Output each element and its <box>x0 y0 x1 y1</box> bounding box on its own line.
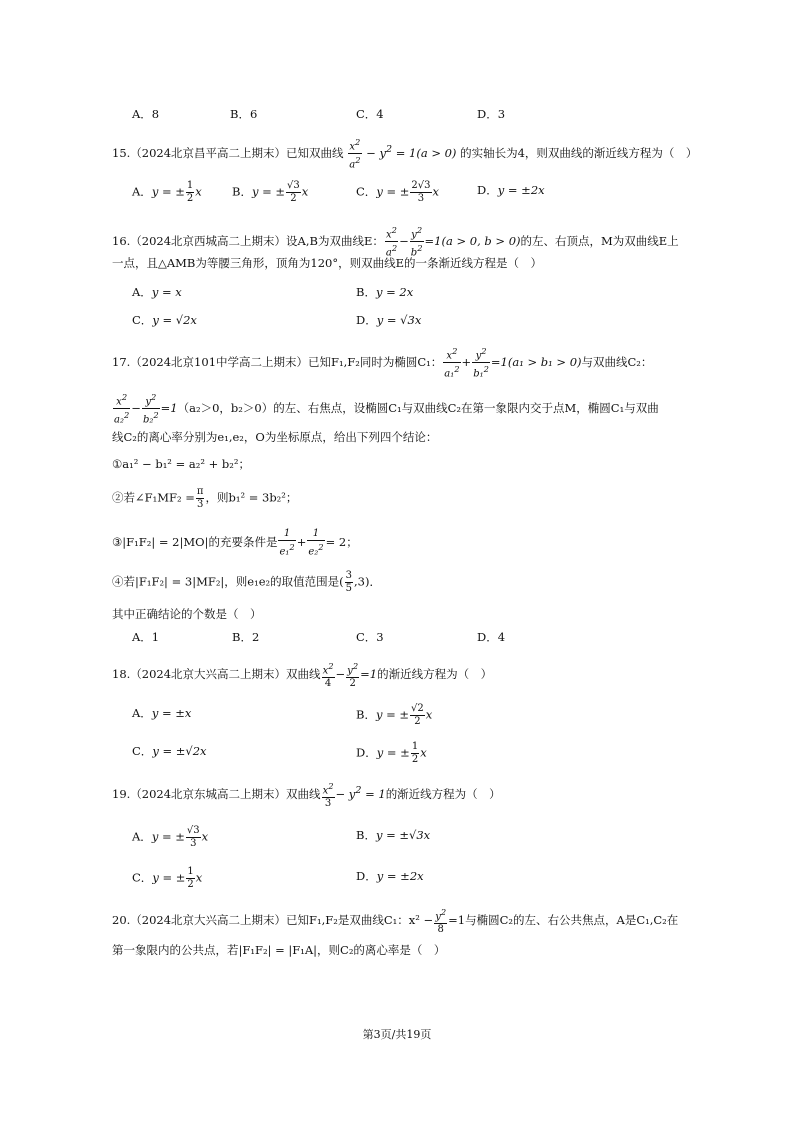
q16-option-d: D．y = √3x <box>356 313 422 327</box>
q18-option-d: D．y = ± $\frac{1}{2}$ x <box>356 741 427 765</box>
q20-stem-line2: 第一象限内的公共点，若|F₁F₂| = |F₁A|，则C₂的离心率是（ ） <box>112 943 446 957</box>
q17-option-d: D．4 <box>477 630 506 644</box>
q17-stem-line1: 17.（2024北京101中学高二上期末）已知F₁,F₂同时为椭圆C₁： $\frac{x^2}{a_1^2}$ + $\frac{y^2}{b_1^2}$ =1(a₁ > b₁ > 0)与双曲线C₂： <box>112 346 653 380</box>
q14-option-d: D．3 <box>477 107 506 121</box>
q19-option-c: C．y = ± $\frac{1}{2}$ x <box>132 866 203 890</box>
q17-option-a: A．1 <box>132 630 160 644</box>
q15-stem: 15.（2024北京昌平高二上期末）已知双曲线 $\frac{x^2}{a^2}$ − $y^2 = 1(a > 0)$ 的实轴长为4，则双曲线的渐近线方程为（ ） <box>112 137 698 171</box>
q16-option-b: B．y = 2x <box>356 285 414 299</box>
q19-stem: 19.（2024北京东城高二上期末）双曲线 $\frac{x^2}{3}$ − $y^2 = 1$的渐近线方程为（ ） <box>112 781 501 810</box>
q18-stem: 18.（2024北京大兴高二上期末）双曲线 $\frac{x^2}{4}$ − $\frac{y^2}{2}$ =1的渐近线方程为（ ） <box>112 661 493 690</box>
q17-question: 其中正确结论的个数是（ ） <box>112 607 262 621</box>
q18-option-c: C．y = ±√2x <box>132 744 207 758</box>
q20-stem-line1: 20.（2024北京大兴高二上期末）已知F₁,F₂是双曲线C₁：x² − $\frac{y^2}{8}$ =1与椭圆C₂的左、右公共焦点，A是C₁,C₂在 <box>112 907 679 936</box>
q17-conclusion-2: ②若∠F₁MF₂ = $\frac{\pi}{3}$ ，则b₁² = 3b₂²； <box>112 486 298 510</box>
q17-conclusion-3: ③|F₁F₂| = 2|MO|的充要条件是 $\frac{1}{e_1^2}$ + $\frac{1}{e_2^2}$ = 2； <box>112 528 358 558</box>
q17-stem-line3: 线C₂的离心率分别为e₁,e₂，O为坐标原点，给出下列四个结论： <box>112 430 438 444</box>
q14-option-c: C．4 <box>356 107 384 121</box>
q19-option-b: B．y = ±√3x <box>356 828 431 842</box>
q15-option-c: C．y = ± $\frac{2√3}{3}$ x <box>356 180 440 204</box>
q16-stem-line1: 16.（2024北京西城高二上期末）设A,B为双曲线E： $\frac{x^2}{a^2}$ − $\frac{y^2}{b^2}$ =1(a > 0, b > 0)的左、右顶点，M为双曲线E上 <box>112 225 679 259</box>
q17-option-c: C．3 <box>356 630 384 644</box>
q15-option-a: A．y = ± $\frac{1}{2}$ x <box>132 180 202 204</box>
q18-option-b: B．y = ± $\frac{√2}{2}$ x <box>356 703 433 727</box>
q19-option-d: D．y = ±2x <box>356 869 424 883</box>
q14-option-b: B．6 <box>230 107 258 121</box>
q16-option-c: C．y = √2x <box>132 313 197 327</box>
page-number-footer: 第3页/共19页 <box>362 1028 432 1041</box>
q15-option-b: B．y = ± $\frac{√3}{2}$ x <box>232 180 309 204</box>
q18-option-a: A．y = ±x <box>132 706 192 720</box>
q17-conclusion-4: ④若|F₁F₂| = 3|MF₂|，则e₁e₂的取值范围是( $\frac{3}{5}$ ,3)． <box>112 570 381 594</box>
q19-option-a: A．y = ± $\frac{√3}{3}$ x <box>132 825 209 849</box>
q15-option-d: D．y = ±2x <box>477 183 545 197</box>
q17-conclusion-1: ①a₁² − b₁² = a₂² + b₂²； <box>112 457 250 471</box>
q17-option-b: B．2 <box>232 630 260 644</box>
q14-option-a: A．8 <box>132 107 160 121</box>
q16-option-a: A．y = x <box>132 285 182 299</box>
q16-stem-line2: 一点，且△AMB为等腰三角形，顶角为120°，则双曲线E的一条渐近线方程是（ ） <box>112 256 542 270</box>
q17-stem-line2: $\frac{x^2}{a_2^2}$ − $\frac{y^2}{b_2^2}$ =1（a₂＞0，b₂＞0）的左、右焦点，设椭圆C₁与双曲线C₂在第一象限内交于点M，椭圆C₁与双曲 <box>114 392 659 426</box>
